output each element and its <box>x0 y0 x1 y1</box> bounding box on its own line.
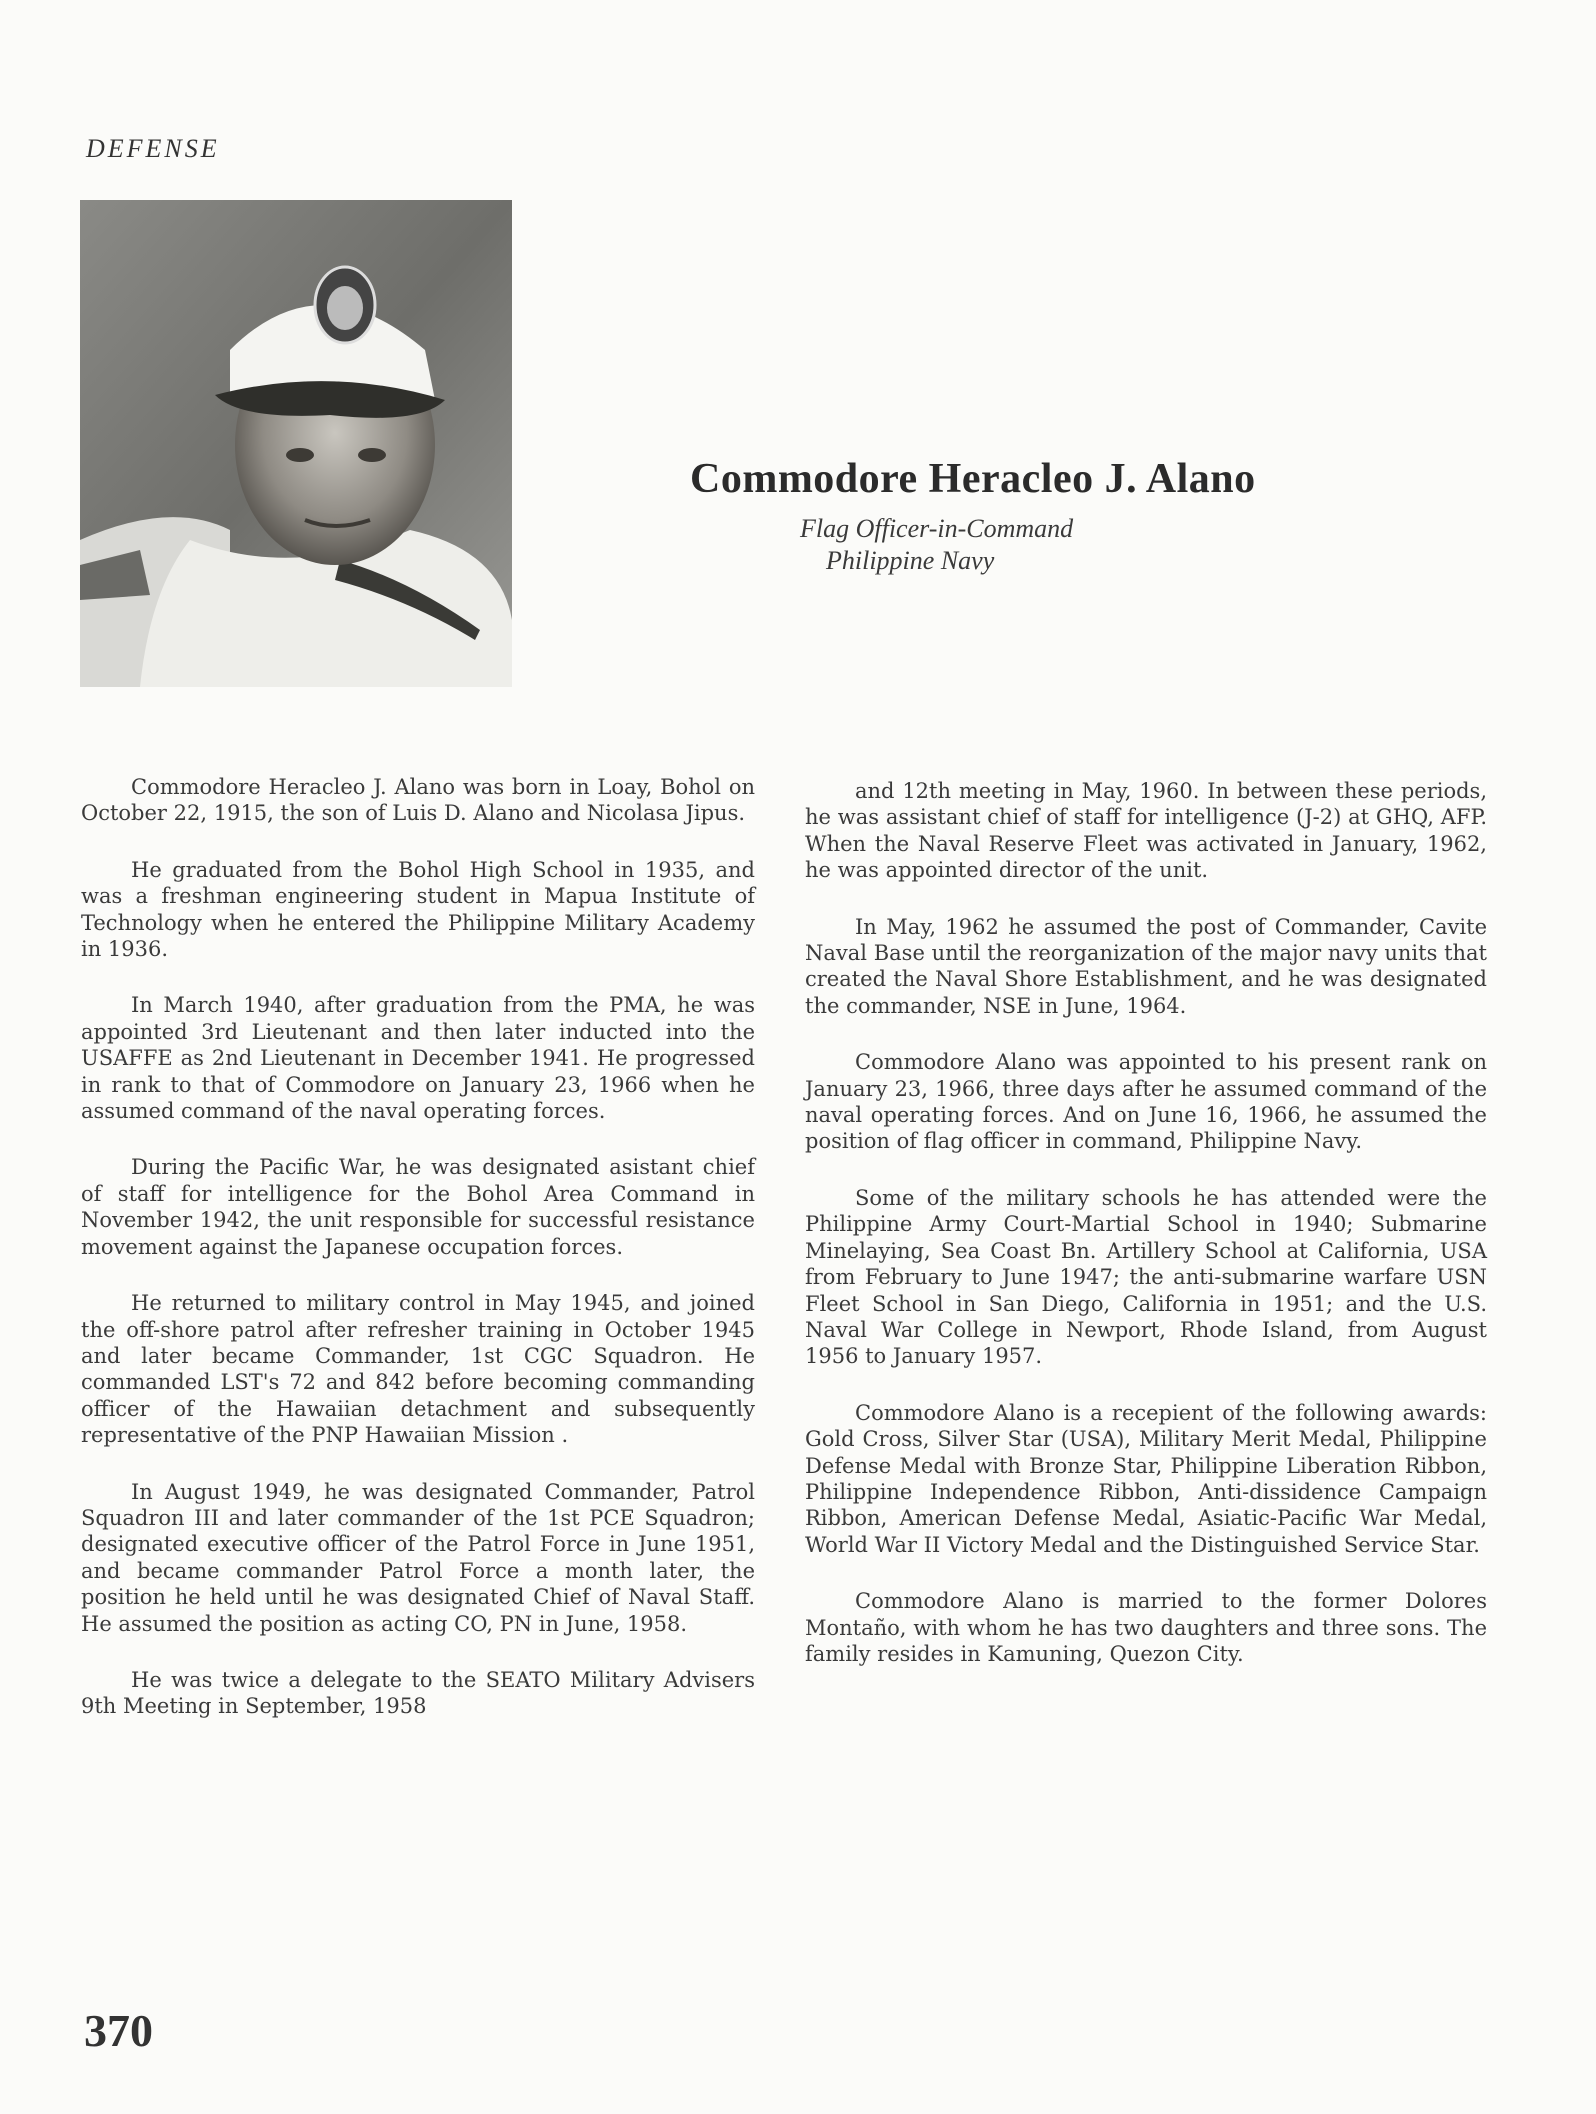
paragraph: He was twice a delegate to the SEATO Military Advisers 9th Meeting in September, 1958 <box>81 1667 755 1719</box>
right-column <box>805 778 1487 1697</box>
paragraph: In August 1949, he was designated Commander, Patrol Squadron III and later commander of the 1st PCE Squadron; designated executive officer of the Patrol Force in June 1951, and became commander Patrol Force a month later, the position he held until he was designated Chief of Naval Staff. He assumed the position as acting CO, PN in June, 1958. <box>81 1479 755 1636</box>
title-block <box>690 455 1390 577</box>
paragraph: He graduated from the Bohol High School in 1935, and was a freshman engineering student in Mapua Institute of Technology when he entered the Philippine Military Academy in 1936. <box>81 857 755 962</box>
title-line-2: Philippine Navy <box>826 546 995 575</box>
paragraph: He returned to military control in May 1945, and joined the off-shore patrol after refresher training in October 1945 and later became Commander, 1st CGC Squadron. He commanded LST's 72 and 842 before becoming commanding officer of the Hawaiian detachment and subsequently representative of the PNP Hawaiian Mission . <box>81 1291 755 1448</box>
page-number: 370 <box>84 2005 153 2056</box>
paragraph: During the Pacific War, he was designated asistant chief of staff for intelligence for the Bohol Area Command in November 1942, the unit responsible for successful resistance movement against the Japanese occupation forces. <box>81 1155 755 1259</box>
paragraph: and 12th meeting in May, 1960. In between these periods, he was assistant chief of staff for intelligence (J-2) at GHQ, AFP. When the Naval Reserve Fleet was activated in January, 1962, he was appointed director of the unit. <box>805 779 1487 883</box>
paragraph: Commodore Alano is married to the former Dolores Montaño, with whom he has two daughters and three sons. The family resides in Kamuning, Quezon City. <box>805 1589 1487 1666</box>
person-name: Commodore Heracleo J. Alano <box>690 456 1256 502</box>
paragraph: Commodore Alano is a recepient of the following awards: Gold Cross, Silver Star (USA), Military Merit Medal, Philippine Defense Medal with Bronze Star, Philippine Liberation Ribbon, Philippine Independence Ribbon, Anti-dissidence Campaign Ribbon, American Defense Medal, Asiatic-Pacific War Medal, World War II Victory Medal and the Distinguished Service Star. <box>805 1400 1487 1557</box>
left-column <box>81 774 755 1750</box>
paragraph: In March 1940, after graduation from the PMA, he was appointed 3rd Lieutenant and then later inducted into the USAFFE as 2nd Lieutenant in December 1941. He progressed in rank to that of Commodore on January 23, 1966 when he assumed command of the naval operating forces. <box>81 993 755 1124</box>
paragraph: Commodore Alano was appointed to his present rank on January 23, 1966, three days after he assumed command of the naval operating forces. And on June 16, 1966, he assumed the position of flag officer in command, Philippine Navy. <box>805 1050 1487 1154</box>
title-line-1: Flag Officer-in-Command <box>800 514 1074 543</box>
paragraph: In May, 1962 he assumed the post of Commander, Cavite Naval Base until the reorganization of the major navy units that created the Naval Shore Establishment, and he was designated the commander, NSE in June, 1964. <box>805 914 1487 1018</box>
paragraph: Some of the military schools he has attended were the Philippine Army Court-Martial School in 1940; Submarine Minelaying, Sea Coast Bn. Artillery School at California, USA from February to June 1947; the anti-submarine warfare USN Fleet School in San Diego, California in 1951; and the U.S. Naval War College in Newport, Rhode Island, from August 1956 to January 1957. <box>805 1185 1487 1369</box>
portrait-photo <box>80 200 512 687</box>
section-label: DEFENSE <box>86 134 220 163</box>
paragraph: Commodore Heracleo J. Alano was born in Loay, Bohol on October 22, 1915, the son of Luis D. Alano and Nicolasa Jipus. <box>81 775 755 826</box>
